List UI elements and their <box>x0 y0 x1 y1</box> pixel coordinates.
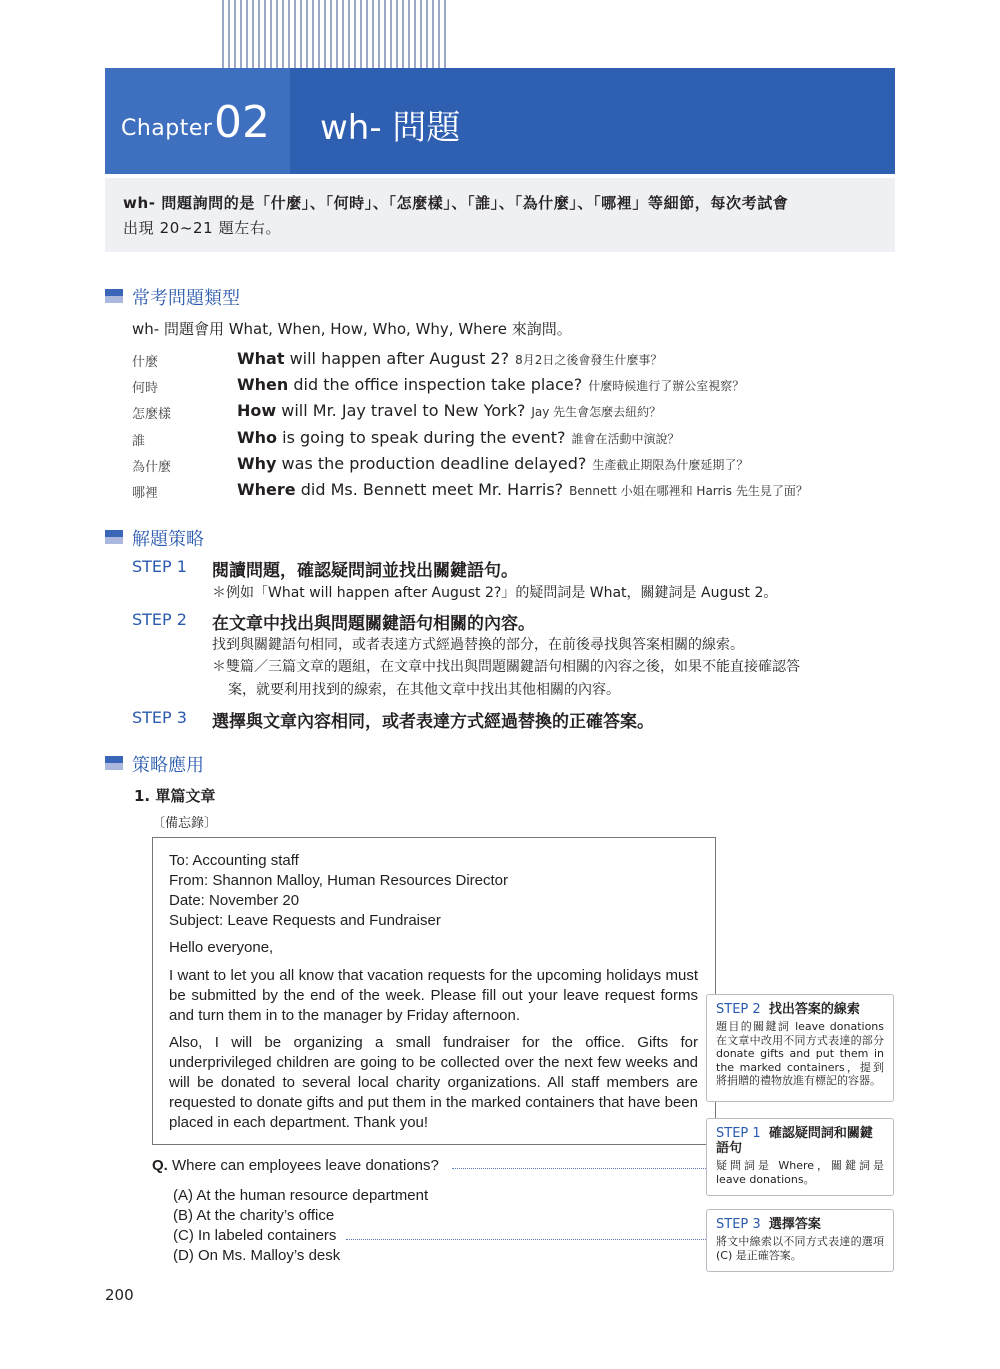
question-type-row <box>132 349 892 371</box>
answer-option: (B) At the charity’s office <box>173 1207 335 1224</box>
callout-title: 確認疑問詞和關鍵語句 <box>716 1126 873 1156</box>
intro-line-1: wh- 問題詢問的是「什麼」、「何時」、「怎麼樣」、「誰」、「為什麼」、「哪裡」等細節，每次考試會 <box>123 194 789 212</box>
question-type-row <box>132 480 892 502</box>
step-2-note-2: ＊雙篇／三篇文章的題組，在文章中找出與問題關鍵語句相關的內容之後，如果不能直接確認答 <box>212 659 800 675</box>
section-marker-icon <box>105 530 123 544</box>
chapter-word: Chapter <box>121 116 213 141</box>
document-type-label: 〔備忘錄〕 <box>152 816 218 831</box>
section-marker-icon <box>105 756 123 770</box>
question-word: Where <box>237 480 296 499</box>
answer-option: (D) On Ms. Malloy’s desk <box>173 1247 341 1264</box>
application-item-title: 1. 單篇文章 <box>134 787 216 805</box>
question-translation: 什麼時候進行了辦公室視察？ <box>588 379 745 393</box>
intro-line-2: 出現 20~21 題左右。 <box>123 219 282 237</box>
question-translation: Jay 先生會怎麼去紐約？ <box>531 405 662 419</box>
question-word: What <box>237 349 285 368</box>
question-translation: Bennett 小姐在哪裡和 Harris 先生見了面？ <box>569 484 808 498</box>
chapter-title: wh- 問題 <box>320 108 461 148</box>
question-word: How <box>237 401 277 420</box>
callout-step-2 <box>706 994 894 1102</box>
section-marker-icon <box>105 289 123 303</box>
callout-title: 選擇答案 <box>768 1217 821 1232</box>
callout-step-1 <box>706 1118 894 1196</box>
step-1-label: STEP 1 <box>132 557 187 576</box>
question-translation: 8月2日之後會發生什麼事？ <box>515 353 663 367</box>
question-type-zh: 為什麼 <box>132 460 172 475</box>
memo-date: Date: November 20 <box>169 892 300 909</box>
common-intro: wh- 問題會用 What, When, How, Who, Why, Where 來詢問。 <box>132 320 572 338</box>
question-word: Why <box>237 454 277 473</box>
callout-body: 疑問詞是 Where，關鍵詞是 leave donations。 <box>716 1159 884 1186</box>
question-type-zh: 誰 <box>132 434 146 449</box>
memo-paragraph-1: I want to let you all know that vacation requests for the upcoming holidays must be submitted by the end of the week. Please fill out your leave request forms and turn them in to the manager by Friday afternoon. <box>169 967 698 1024</box>
header-stripes <box>222 0 446 68</box>
page-number: 200 <box>105 1286 134 1304</box>
question-type-example <box>237 375 744 394</box>
chapter-number: 02 <box>214 97 270 148</box>
question-type-example <box>237 454 748 473</box>
callout-body: 將文中線索以不同方式表達的選項 (C) 是正確答案。 <box>716 1235 884 1262</box>
step-2-note-3: 案，就要利用找到的線索，在其他文章中找出其他相關的內容。 <box>228 682 620 698</box>
question-type-zh: 什麼 <box>132 355 159 370</box>
question-line <box>152 1157 439 1174</box>
step-2-title: 在文章中找出與問題關鍵語句相關的內容。 <box>212 614 535 634</box>
callout-step-3 <box>706 1209 894 1272</box>
question-type-row <box>132 454 892 476</box>
question-rest: is going to speak during the event? <box>277 428 566 447</box>
callout-step-label: STEP 3 <box>716 1217 761 1232</box>
memo-from: From: Shannon Malloy, Human Resources Director <box>169 872 509 889</box>
callout-title: 找出答案的線索 <box>768 1002 860 1017</box>
question-word: Who <box>237 428 278 447</box>
step-1-title: 閱讀問題，確認疑問詞並找出關鍵語句。 <box>212 561 518 581</box>
question-type-example <box>237 428 680 447</box>
question-rest: will happen after August 2? <box>284 349 510 368</box>
question-translation: 誰會在活動中演說？ <box>571 432 680 446</box>
connector-dotted-line <box>346 1239 706 1240</box>
question-rest: did the office inspection take place? <box>288 375 583 394</box>
callout-body: 題目的關鍵詞 leave donations 在文章中改用不同方式表達的部分 donate gifts and put them in the marked containers，提到將捐贈的禮物放進有標記的容器。 <box>716 1020 884 1087</box>
answer-option: (A) At the human resource department <box>173 1187 429 1204</box>
step-1-note: ＊例如「What will happen after August 2?」的疑問詞是 What，關鍵詞是 August 2。 <box>212 585 778 601</box>
question-type-zh: 何時 <box>132 381 159 396</box>
question-rest: will Mr. Jay travel to New York? <box>276 401 526 420</box>
question-rest: did Ms. Bennett meet Mr. Harris? <box>295 480 564 499</box>
memo-to: To: Accounting staff <box>169 852 299 869</box>
question-type-row <box>132 428 892 450</box>
question-text: Where can employees leave donations? <box>167 1157 439 1174</box>
question-translation: 生產截止期限為什麼延期了？ <box>592 458 749 472</box>
step-2-note-1: 找到與關鍵語句相同，或者表達方式經過替換的部分，在前後尋找與答案相關的線索。 <box>212 637 744 653</box>
question-type-example <box>237 401 661 420</box>
question-type-row <box>132 375 892 397</box>
question-rest: was the production deadline delayed? <box>276 454 587 473</box>
question-type-example <box>237 349 662 368</box>
question-type-zh: 怎麼樣 <box>132 407 172 422</box>
answer-option-correct: (C) In labeled containers <box>173 1227 337 1244</box>
question-type-example <box>237 480 808 499</box>
question-type-row <box>132 401 892 423</box>
connector-dotted-line <box>452 1168 706 1169</box>
intro-box <box>105 178 895 252</box>
step-3-title: 選擇與文章內容相同，或者表達方式經過替換的正確答案。 <box>212 712 654 732</box>
step-3-label: STEP 3 <box>132 708 187 727</box>
callout-step-label: STEP 1 <box>716 1126 761 1141</box>
question-word: When <box>237 375 289 394</box>
memo-paragraph-2: Also, I will be organizing a small fundraiser for the office. Gifts for underprivileged children are going to be collected over the next few weeks and will be donated to several local charity organizations. All staff members are requested to donate gifts and put them in the marked containers that have been placed in each department. Thank you! <box>169 1034 698 1131</box>
question-type-zh: 哪裡 <box>132 486 159 501</box>
memo-greeting: Hello everyone, <box>169 939 274 956</box>
step-2-label: STEP 2 <box>132 610 187 629</box>
section-title-application: 策略應用 <box>132 755 204 776</box>
memo-subject: Subject: Leave Requests and Fundraiser <box>169 912 441 929</box>
question-label: Q. <box>152 1157 168 1174</box>
section-title-strategy: 解題策略 <box>132 529 204 550</box>
section-title-common: 常考問題類型 <box>132 288 240 309</box>
callout-step-label: STEP 2 <box>716 1002 761 1017</box>
